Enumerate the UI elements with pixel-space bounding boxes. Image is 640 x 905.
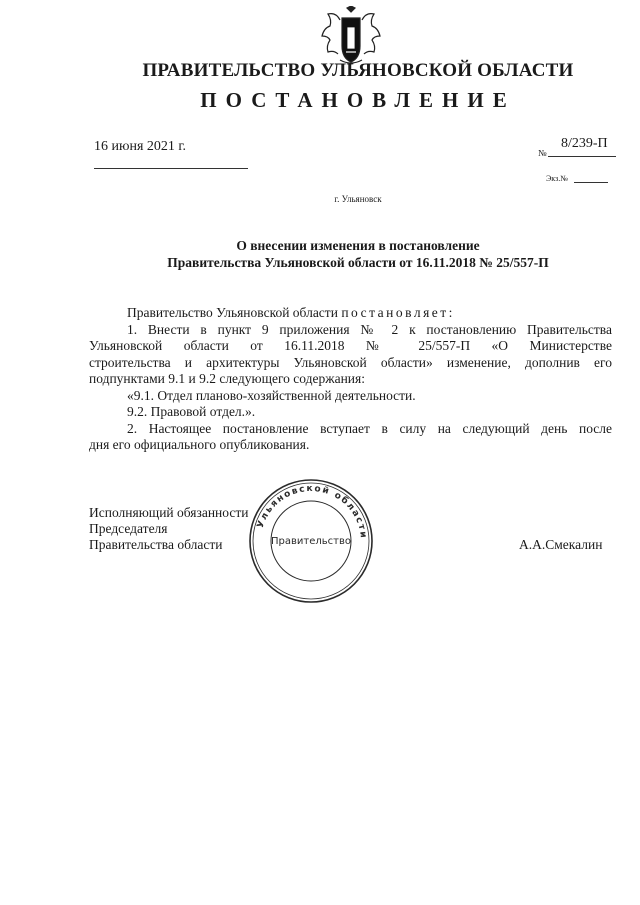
document-subject <box>0 237 640 271</box>
city-label: г. Ульяновск <box>334 194 382 204</box>
copy-number-label: Экз.№ <box>546 174 568 183</box>
item-2-line-1: 2. Настоящее постановление вступает в силу на следующий день после <box>127 420 612 436</box>
official-seal-icon <box>247 477 375 605</box>
document-number: 8/239-П <box>561 136 608 151</box>
signer-title-line-2: Председателя <box>89 521 168 536</box>
item-9-1: «9.1. Отдел планово-хозяйственной деятельности. <box>127 387 416 403</box>
subject-line-1: О внесении изменения в постановление <box>236 238 480 253</box>
number-sign: № <box>538 148 547 158</box>
item-2-line-2: дня его официального опубликования. <box>89 437 310 452</box>
date-underline <box>94 168 248 169</box>
intro-text: Правительство Ульяновской области <box>127 305 338 320</box>
item-1-line-2: Ульяновской области от 16.11.2018 № 25/557-П «О Министерстве <box>89 338 612 353</box>
subject-line-2: Правительства Ульяновской области от 16.11.2018 № 25/557-П <box>167 255 549 270</box>
item-1-line-4: подпунктами 9.1 и 9.2 следующего содержания: <box>89 371 365 386</box>
intro-paragraph <box>89 305 612 322</box>
seal-ring-text: Ульяновской области <box>255 483 369 540</box>
item-9-2: 9.2. Правовой отдел.». <box>127 404 256 419</box>
copy-number-underline <box>574 182 608 183</box>
signer-name: А.А.Смекалин <box>519 537 603 552</box>
signer-title-line-1: Исполняющий обязанности <box>89 505 249 520</box>
signer-title-line-3: Правительства области <box>89 537 223 552</box>
item-1-line-1: 1. Внести в пункт 9 приложения № 2 к постановлению Правительства <box>127 321 612 337</box>
government-title: ПРАВИТЕЛЬСТВО УЛЬЯНОВСКОЙ ОБЛАСТИ <box>142 60 574 81</box>
document-date: 16 июня 2021 г. <box>94 139 187 154</box>
item-1-line-3: строительства и архитектуры Ульяновской области» изменение, дополнив его <box>89 354 612 370</box>
document-body <box>89 305 612 454</box>
seal-center-text: Правительство <box>271 536 351 547</box>
decree-word: постановляет: <box>341 305 455 320</box>
document-type-title: ПОСТАНОВЛЕНИЕ <box>200 88 516 112</box>
coat-of-arms-icon <box>318 6 384 68</box>
number-underline <box>548 156 616 157</box>
